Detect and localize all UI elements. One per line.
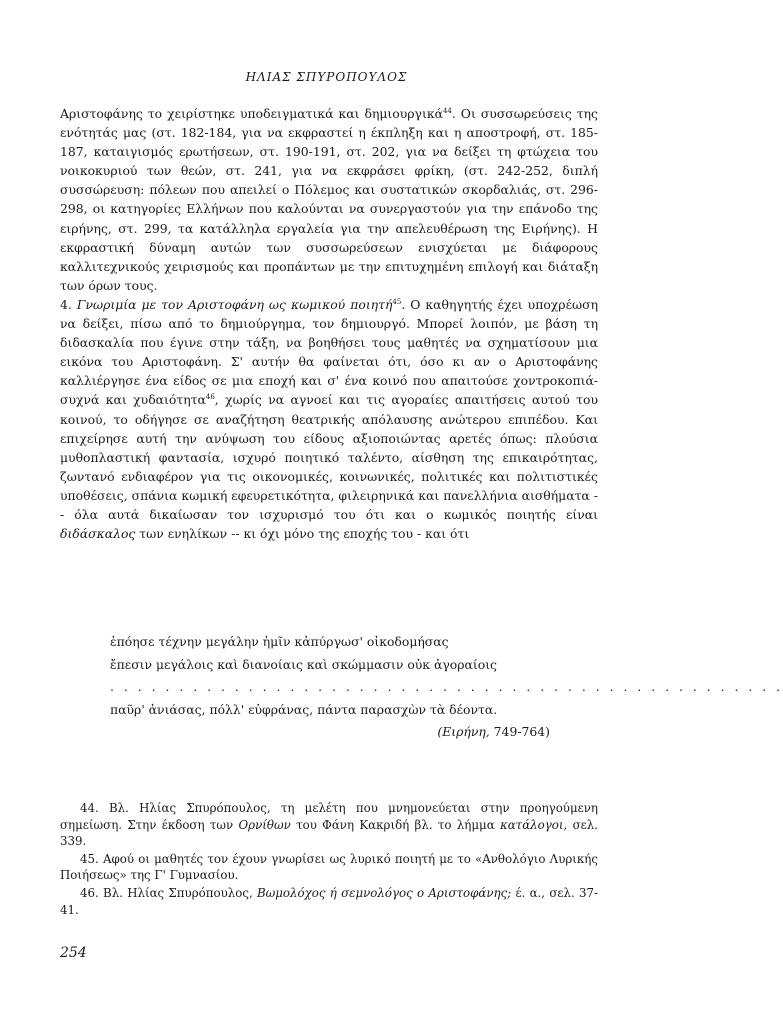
footnote-ref-46: 46: [205, 393, 215, 402]
paragraph-text: . Οι συσσωρεύσεις της ενότητάς μας (στ. 182-184, για να εκφραστεί η έκπληξη και η αποστροφή, στ. 185-187, καταιγισμός ερωτήσεων, στ. 190-191, στ. 202, για να δείξει τη φτώχεια του νοικοκυριού των θεών, στ. 241, για να εκφράσει φρίκη, (στ. 242-252, διπλή συσσώρευση: πόλεων που απειλεί ο Πόλεμος και συστατικών σκορδαλιάς, στ. 296-298, οι κατηγορίες Ελλήνων που καλούνται να συνεργαστούν για την επάνοδο της ειρήνης, στ. 299, τα κατάλληλα εργαλεία για την απελευθέρωση της Ειρήνης). Η εκφραστική δύναμη αυτών των συσσωρεύσεων ενισχύεται με διάφορους καλλιτεχνικούς χειρισμούς και προπάντων με την επιτυχημένη επιλογή και διάταξη των όρων τους.: [60, 106, 598, 293]
section-heading: Γνωριμία με τον Αριστοφάνη ως κωμικού ποιητή: [76, 296, 393, 312]
footnote-text: έ. α., σελ. 37-41.: [60, 885, 598, 917]
footnote-text: , σελ. 339.: [60, 817, 598, 849]
footnote-45: 45. Αφού οι μαθητές τον έχουν γνωρίσει ως λυρικό ποιητή με το «Ανθολόγιο Λυρικής Ποιήσεως» της Γ' Γυμνασίου.: [60, 851, 598, 883]
running-header: ΗΛΙΑΣ ΣΠΥΡΟΠΟΥΛΟΣ: [245, 70, 408, 84]
section-number: 4.: [60, 296, 72, 312]
paragraph-section-4: [60, 295, 598, 543]
verse-line-3: παῦρ' ἀνιάσας, πόλλ' εὐφράνας, πάντα παρασχὼν τὰ δέοντα.: [110, 701, 498, 717]
verse-source: [110, 721, 550, 744]
verse-line-1: ἐπόησε τέχνην μεγάλην ἡμῖν κἀπύργωσ' οἰκοδομήσας: [110, 634, 449, 649]
footnotes: [60, 800, 598, 919]
page-number: 254: [60, 945, 87, 961]
paragraph-text: των ενηλίκων -- κι όχι μόνο της εποχής του - και ότι: [135, 526, 470, 542]
verse-line-2: ἔπεσιν μεγάλοις καὶ διανοίαις καὶ σκώμμασιν οὐκ ἀγοραίοις: [110, 656, 497, 672]
paragraph-accumulations: [60, 104, 598, 295]
italic-term: διδάσκαλος: [60, 526, 136, 542]
footnote-text: 46. Βλ. Ηλίας Σπυρόπουλος,: [80, 885, 257, 900]
footnote-italic: κατάλογοι: [499, 817, 564, 832]
footnote-ref-44: 44: [442, 106, 452, 115]
source-title: (Ειρήνη,: [437, 724, 490, 739]
footnote-text: 44. Βλ. Ηλίας Σπυρόπουλος, τη μελέτη που μνημονεύεται στην προηγούμενη σημείωση. Στην έκδοση των: [60, 801, 598, 832]
verse-ellipsis: . . . . . . . . . . . . . . . . . . . . . . . . . . . . . . . . . . . . . . . . . . . . . . . . .: [110, 679, 783, 694]
footnote-44: [60, 800, 598, 850]
footnote-italic: Βωμολόχος ή σεμνολόγος ο Αριστοφάνης;: [256, 885, 512, 900]
verse-quotation: [110, 631, 783, 744]
footnote-italic: Ορνίθων: [238, 817, 291, 832]
paragraph-text: , χωρίς να αγνοεί και τις αγοραίες απαιτήσεις αυτού του κοινού, το οδήγησε σε αναζήτηση θεατρικής απόλαυσης ανώτερου επιπέδου. Και επιχείρησε αυτή την ανύψωση του είδους αξιοποιώντας αρετές όπως: πλούσια μυθοπλαστική φαντασία, ισχυρό ποιητικό ταλέντο, αίσθηση της επικαιρότητας, ζωντανό ενδιαφέρον για τις οικονομικές, κοινωνικές, πολιτικές και πολιτιστικές υποθέσεις, σπάνια κωμική εφευρετικότητα, φιλειρηνικά και πανελλήνια αισθήματα -- όλα αυτά δικαίωσαν τον ισχυρισμό του ότι και ο κωμικός ποιητής είναι: [60, 392, 599, 522]
source-lines: 749-764): [493, 724, 550, 739]
footnote-text: του Φάνη Κακριδή βλ. το λήμμα: [290, 817, 500, 832]
footnote-46: [60, 885, 598, 918]
paragraph-text: Αριστοφάνης το χειρίστηκε υποδειγματικά και δημιουργικά: [60, 106, 443, 121]
paragraph-text: . Ο καθηγητής έχει υποχρέωση να δείξει, πίσω από το δημιούργημα, τον δημιουργό. Μπορεί λοιπόν, με βάση τη διδασκαλία που έγινε στην τάξη, να βοηθήσει τους μαθητές να σχηματίσουν μια εικόνα του Αριστοφάνη. Σ' αυτήν θα φαίνεται ότι, όσο κι αν ο Αριστοφάνης καλλιέργησε ένα είδος σε μια εποχή και σ' ένα κοινό που απαιτούσε χοντροκοπιά-συχνά και χυδαιότητα: [60, 296, 598, 408]
footnote-ref-45: 45: [392, 297, 402, 306]
main-text: [60, 104, 598, 543]
